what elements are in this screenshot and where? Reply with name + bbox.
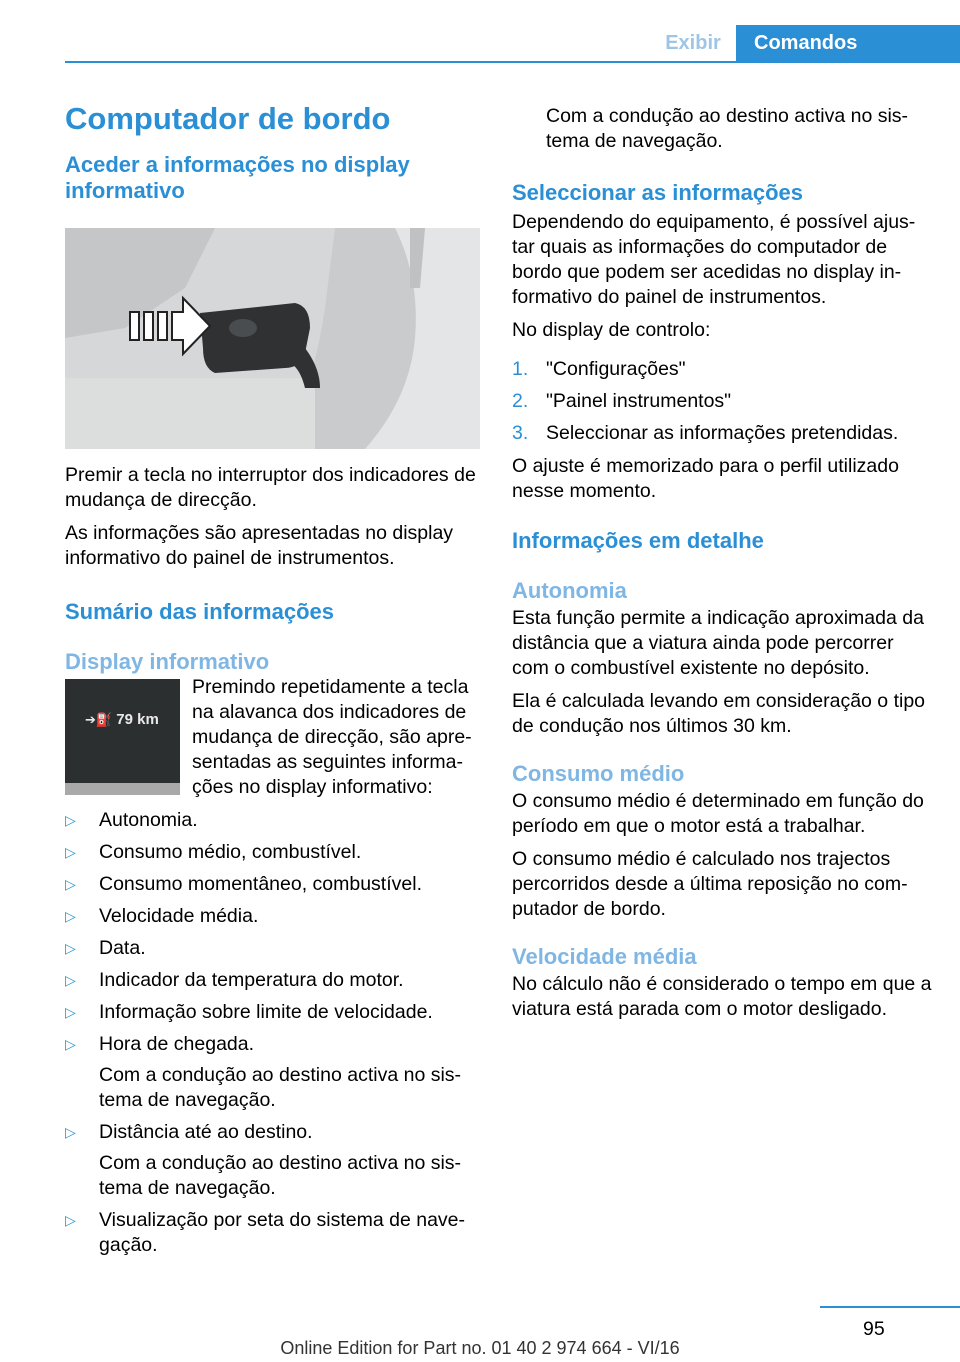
turn-signal-lever-illustration — [65, 228, 480, 449]
list-item-note: Com a condução ao destino activa no sis-tema de navegação. — [99, 1064, 462, 1111]
paragraph-continuation: Com a condução ao destino activa no sis-tema de navegação. — [546, 105, 909, 152]
step-item: 2. "Painel instrumentos" — [512, 390, 732, 412]
subheading-info-display: Display informativo — [65, 649, 270, 674]
list-item: ▷ Informação sobre limite de velocidade. — [65, 1001, 433, 1023]
triangle-bullet-icon: ▷ — [65, 1124, 76, 1140]
right-column — [512, 104, 932, 1030]
paragraph-consumption-2: O consumo médio é calculado nos trajectos percorridos desde a última reposição no com-putador de bordo. — [512, 848, 908, 920]
section-heading-select: Seleccionar as informações — [512, 180, 804, 205]
triangle-bullet-icon: ▷ — [65, 1036, 76, 1052]
edition-footer: Online Edition for Part no. 01 40 2 974 664 - VI/16 — [280, 1338, 680, 1358]
paragraph-range-2: Ela é calculada levando em consideração o tipo de condução nos últimos 30 km. — [512, 690, 926, 737]
paragraph-press-button: Premir a tecla no interruptor dos indicadores de mudança de direcção. — [65, 464, 476, 511]
list-item: ▷ Hora de chegada. Com a condução ao destino activa no sis-tema de navegação. — [65, 1032, 480, 1113]
triangle-bullet-icon: ▷ — [65, 844, 76, 860]
header-rule — [65, 61, 960, 63]
list-item: ▷ Data. — [65, 937, 146, 959]
triangle-bullet-icon: ▷ — [65, 812, 76, 828]
paragraph-speed: No cálculo não é considerado o tempo em que a viatura está parada com o motor desligado. — [512, 973, 932, 1020]
display-items-list — [65, 808, 480, 1258]
list-item: ▷ Distância até ao destino. Com a condução ao destino activa no sis-tema de navegação. — [65, 1120, 480, 1201]
steps-list — [512, 357, 932, 446]
list-item: ▷ Consumo médio, combustível. — [65, 841, 362, 863]
section-heading-access: Aceder a informações no display informativo — [65, 152, 410, 203]
section-heading-detail: Informações em detalhe — [512, 528, 764, 553]
list-item: ▷ Consumo momentâneo, combustível. — [65, 873, 422, 895]
list-item: ▷ Autonomia. — [65, 809, 198, 831]
paragraph-memorized: O ajuste é memorizado para o perfil utilizado nesse momento. — [512, 455, 899, 502]
turn-signal-lever-photo — [65, 228, 480, 449]
page-title: Computador de bordo — [65, 101, 391, 136]
info-display-photo — [65, 679, 180, 795]
paragraph-select: Dependendo do equipamento, é possível ajus-tar quais as informações do computador de bordo que podem ser acedidas no display in-formativo do painel de instrumentos. — [512, 211, 916, 308]
page-number: 95 — [863, 1318, 885, 1340]
step-item: 1. "Configurações" — [512, 358, 686, 380]
triangle-bullet-icon: ▷ — [65, 908, 76, 924]
paragraph-display-intro: Premindo repetidamente a tecla na alavanca dos indicadores de mudança de direcção, são apre-sentadas as seguintes informa-ções no display informativo: — [192, 676, 472, 798]
footer-rule — [820, 1306, 960, 1308]
list-item: ▷ Velocidade média. — [65, 905, 259, 927]
step-item: 3. Seleccionar as informações pretendidas. — [512, 422, 899, 444]
paragraph-consumption-1: O consumo médio é determinado em função do período em que o motor está a trabalhar. — [512, 790, 924, 837]
subheading-avg-consumption: Consumo médio — [512, 761, 685, 786]
triangle-bullet-icon: ▷ — [65, 940, 76, 956]
fuel-pump-icon: ➔⛽ — [85, 712, 113, 727]
list-item: ▷ Indicador da temperatura do motor. — [65, 969, 404, 991]
header-chapter-tab[interactable]: Comandos — [736, 25, 960, 63]
header-section-tab[interactable]: Exibir — [665, 32, 721, 54]
paragraph-info-shown: As informações são apresentadas no display informativo do painel de instrumentos. — [65, 522, 454, 569]
triangle-bullet-icon: ▷ — [65, 876, 76, 892]
triangle-bullet-icon: ▷ — [65, 1004, 76, 1020]
paragraph-range-1: Esta função permite a indicação aproximada da distância que a viatura ainda pode percorrer com o combustível existente no depósito. — [512, 607, 924, 679]
triangle-bullet-icon: ▷ — [65, 1212, 76, 1228]
section-heading-overview: Sumário das informações — [65, 599, 334, 624]
triangle-bullet-icon: ▷ — [65, 972, 76, 988]
display-intro-block — [65, 675, 480, 800]
paragraph-control-display: No display de controlo: — [512, 319, 711, 341]
subheading-range: Autonomia — [512, 578, 627, 603]
range-value: ➔⛽ 79 km — [85, 711, 159, 728]
list-item-note: Com a condução ao destino activa no sis-tema de navegação. — [99, 1152, 462, 1199]
left-column — [65, 100, 480, 1265]
list-item: ▷ Visualização por seta do sistema de nave-gação. — [65, 1209, 466, 1256]
subheading-avg-speed: Velocidade média — [512, 944, 697, 969]
